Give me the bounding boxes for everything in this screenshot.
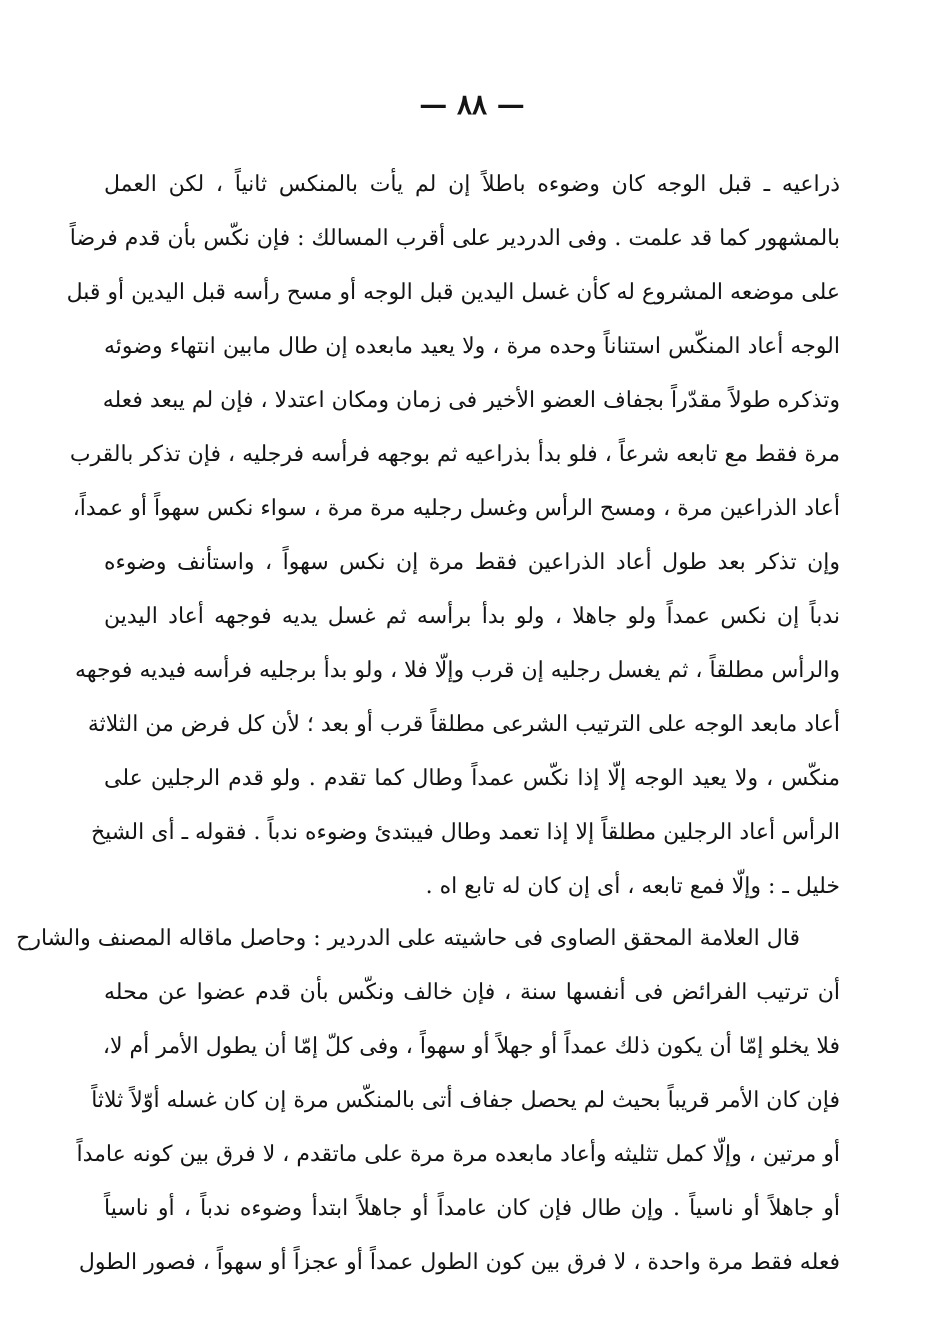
text-line: ندباً إن نكس عمداً ولو جاهلا ، ولو بدأ برأسه ثم غسل يديه فوجهه أعاد اليدين bbox=[104, 604, 840, 629]
text-line: فعله فقط مرة واحدة ، لا فرق بين كون الطول عمداً أو عجزاً أو سهواً ، فصور الطول bbox=[78, 1250, 840, 1275]
text-line: فإن كان الأمر قريباً بحيث لم يحصل جفاف أتى بالمنكّس مرة إن كان غسله أوّلاً ثلاثاً bbox=[91, 1088, 840, 1113]
text-line: أن ترتيب الفرائض فى أنفسها سنة ، فإن خالف ونكّس بأن قدم عضوا عن محله bbox=[104, 980, 840, 1005]
text-line: والرأس مطلقاً ، ثم يغسل رجليه إن قرب وإلّا فلا ، ولو بدأ برجليه فرأسه فيديه فوجهه bbox=[75, 658, 840, 683]
text-line: أعاد مابعد الوجه على الترتيب الشرعى مطلقاً قرب أو بعد ؛ لأن كل فرض من الثلاثة bbox=[87, 712, 840, 737]
text-line: أو جاهلاً أو ناسياً . وإن طال فإن كان عامداً أو جاهلاً ابتدأ وضوءه ندباً ، أو ناسياً bbox=[104, 1196, 840, 1221]
text-line: أعاد الذراعين مرة ، ومسح الرأس وغسل رجليه مرة مرة ، سواء نكس سهواً أو عمداً، bbox=[72, 496, 840, 521]
text-line: منكّس ، ولا يعيد الوجه إلّا إذا نكّس عمداً وطال كما تقدم . ولو قدم الرجلين على bbox=[104, 766, 840, 791]
text-line: الوجه أعاد المنكّس استناناً وحده مرة ، ولا يعيد مابعده إن طال مابين انتهاء وضوئه bbox=[104, 334, 840, 359]
text-line: مرة فقط مع تابعه شرعاً ، فلو بدأ بذراعيه ثم بوجهه فرأسه فرجليه ، فإن تذكر بالقرب bbox=[69, 442, 840, 467]
text-line: وإن تذكر بعد طول أعاد الذراعين فقط مرة إن نكس سهواً ، واستأنف وضوءه bbox=[104, 550, 840, 575]
text-line: أو مرتين ، وإلّا كمل تثليثه وأعاد مابعده مرة مرة على ماتقدم ، لا فرق بين كونه عامداً bbox=[76, 1142, 840, 1167]
text-line: فلا يخلو إمّا أن يكون ذلك عمداً أو جهلاً أو سهواً ، وفى كلّ إمّا أن يطول الأمر أم لا، bbox=[102, 1034, 840, 1059]
text-line: ذراعيه ـ قبل الوجه كان وضوءه باطلاً إن لم يأت بالمنكس ثانياً ، لكن العمل bbox=[104, 172, 840, 197]
text-line: خليل ـ : وإلّا فمع تابعه ، أى إن كان له تابع اه . bbox=[425, 874, 840, 899]
paragraph-2 bbox=[16, 912, 840, 1290]
text-line: قال العلامة المحقق الصاوى فى حاشيته على الدردير : وحاصل ماقاله المصنف والشارح bbox=[16, 926, 800, 951]
text-line: وتذكره طولاً مقدّراً بجفاف العضو الأخير فى زمان ومكان اعتدلا ، فإن لم يبعد فعله bbox=[102, 388, 840, 413]
text-line: بالمشهور كما قد علمت . وفى الدردير على أقرب المسالك : فإن نكّس بأن قدم فرضاً bbox=[69, 226, 840, 251]
text-line: على موضعه المشروع له كأن غسل اليدين قبل الوجه أو مسح رأسه قبل اليدين أو قبل bbox=[66, 280, 840, 305]
page-number: — ٨٨ — bbox=[419, 88, 525, 121]
text-line: الرأس أعاد الرجلين مطلقاً إلا إذا تعمد وطال فيبتدئ وضوءه ندباً . فقوله ـ أى الشيخ bbox=[90, 820, 840, 845]
paragraph-1 bbox=[66, 158, 840, 914]
